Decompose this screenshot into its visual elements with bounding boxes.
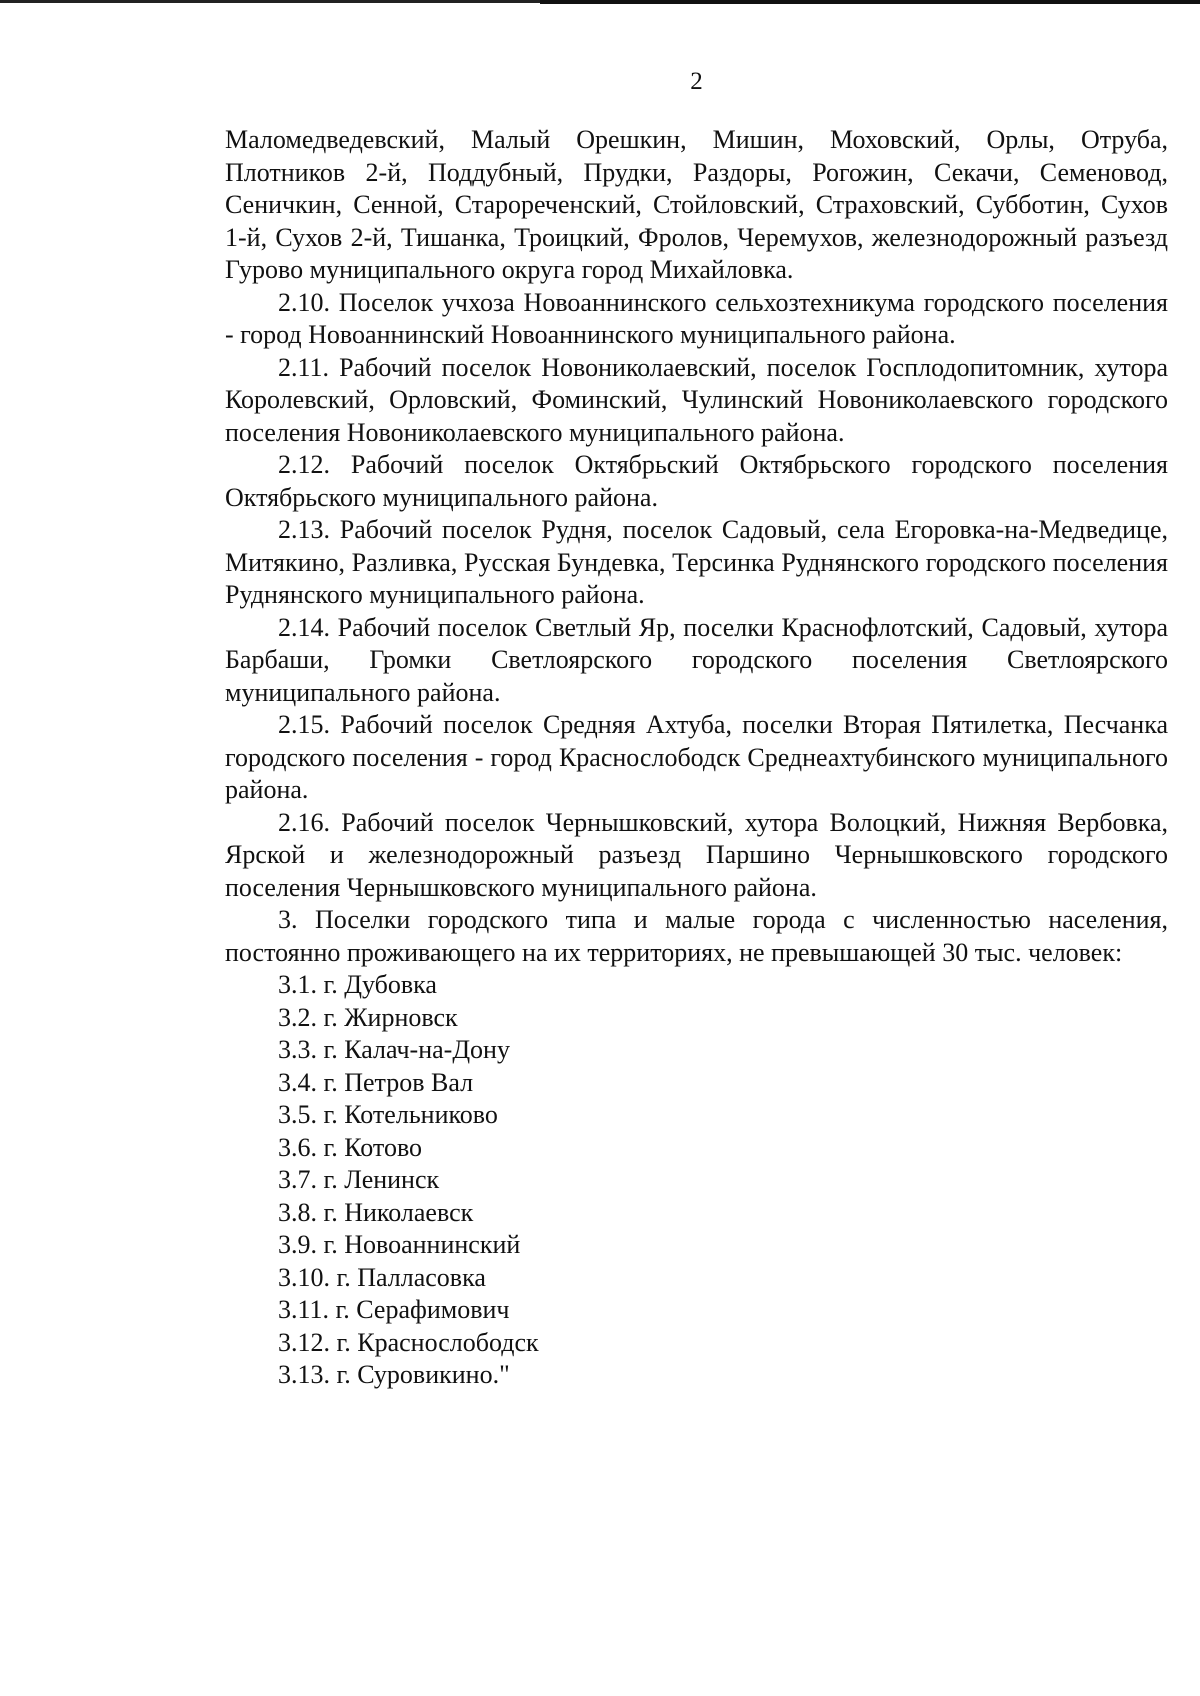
- list-item: 3.1. г. Дубовка: [278, 970, 437, 999]
- list-item: 3.9. г. Новоаннинский: [278, 1230, 521, 1259]
- list-item: 3.3. г. Калач-на-Дону: [278, 1035, 510, 1064]
- paragraph-2-10: 2.10. Поселок учхоза Новоаннинского сельхозтехникума городского поселения - город Новоаннинский Новоаннинского муниципального района.: [225, 287, 1168, 349]
- document-body: [225, 124, 1168, 1392]
- paragraph-3: 3. Поселки городского типа и малые города с численностью населения, постоянно проживающего на их территориях, не превышающей 30 тыс. человек:: [225, 905, 1168, 967]
- town-list: [225, 969, 1168, 1392]
- paragraph-continuation: Маломедведевский, Малый Орешкин, Мишин, Моховский, Орлы, Отруба, Плотников 2-й, Поддубный, Прудки, Раздоры, Рогожин, Секачи, Семеновод, Сеничкин, Сенной, Старореченский, Стойловский, Страховский, Субботин, Сухов 1-й, Сухов 2-й, Тишанка, Троицкий, Фролов, Черемухов, железнодорожный разъезд Гурово муниципального округа город Михайловка.: [225, 125, 1168, 284]
- paragraph-2-14: 2.14. Рабочий поселок Светлый Яр, поселки Краснофлотский, Садовый, хутора Барбаши, Громки Светлоярского городского поселения Светлоярского муниципального района.: [225, 612, 1168, 707]
- paragraph-2-15: 2.15. Рабочий поселок Средняя Ахтуба, поселки Вторая Пятилетка, Песчанка городского поселения - город Краснослободск Среднеахтубинского муниципального района.: [225, 710, 1168, 804]
- paragraph-2-11: 2.11. Рабочий поселок Новониколаевский, поселок Госплодопитомник, хутора Королевский, Орловский, Фоминский, Чулинский Новониколаевского городского поселения Новониколаевского муниципального района.: [225, 352, 1168, 447]
- list-item: 3.6. г. Котово: [278, 1132, 423, 1162]
- paragraph-2-12: 2.12. Рабочий поселок Октябрьский Октябрьского городского поселения Октябрьского муниципального района.: [225, 450, 1168, 512]
- page-number: 2: [690, 68, 703, 95]
- paragraph-2-16: 2.16. Рабочий поселок Чернышковский, хутора Волоцкий, Нижняя Вербовка, Ярской и железнодорожный разъезд Паршино Чернышковского городского поселения Чернышковского муниципального района.: [225, 807, 1168, 902]
- list-item: 3.12. г. Краснослободск: [278, 1327, 539, 1357]
- list-item: 3.8. г. Николаевск: [278, 1197, 474, 1227]
- list-item: 3.13. г. Суровикино.": [278, 1360, 510, 1389]
- list-item: 3.5. г. Котельниково: [278, 1100, 498, 1129]
- scan-edge-line-right: [540, 0, 1200, 4]
- list-item: 3.4. г. Петров Вал: [278, 1067, 474, 1097]
- paragraph-2-13: 2.13. Рабочий поселок Рудня, поселок Садовый, села Егоровка-на-Медведице, Митякино, Разливка, Русская Бундевка, Терсинка Руднянского городского поселения Руднянского муниципального района.: [225, 515, 1168, 609]
- list-item: 3.2. г. Жирновск: [278, 1002, 458, 1032]
- list-item: 3.11. г. Серафимович: [278, 1295, 510, 1324]
- list-item: 3.10. г. Палласовка: [278, 1262, 486, 1292]
- list-item: 3.7. г. Ленинск: [278, 1165, 440, 1194]
